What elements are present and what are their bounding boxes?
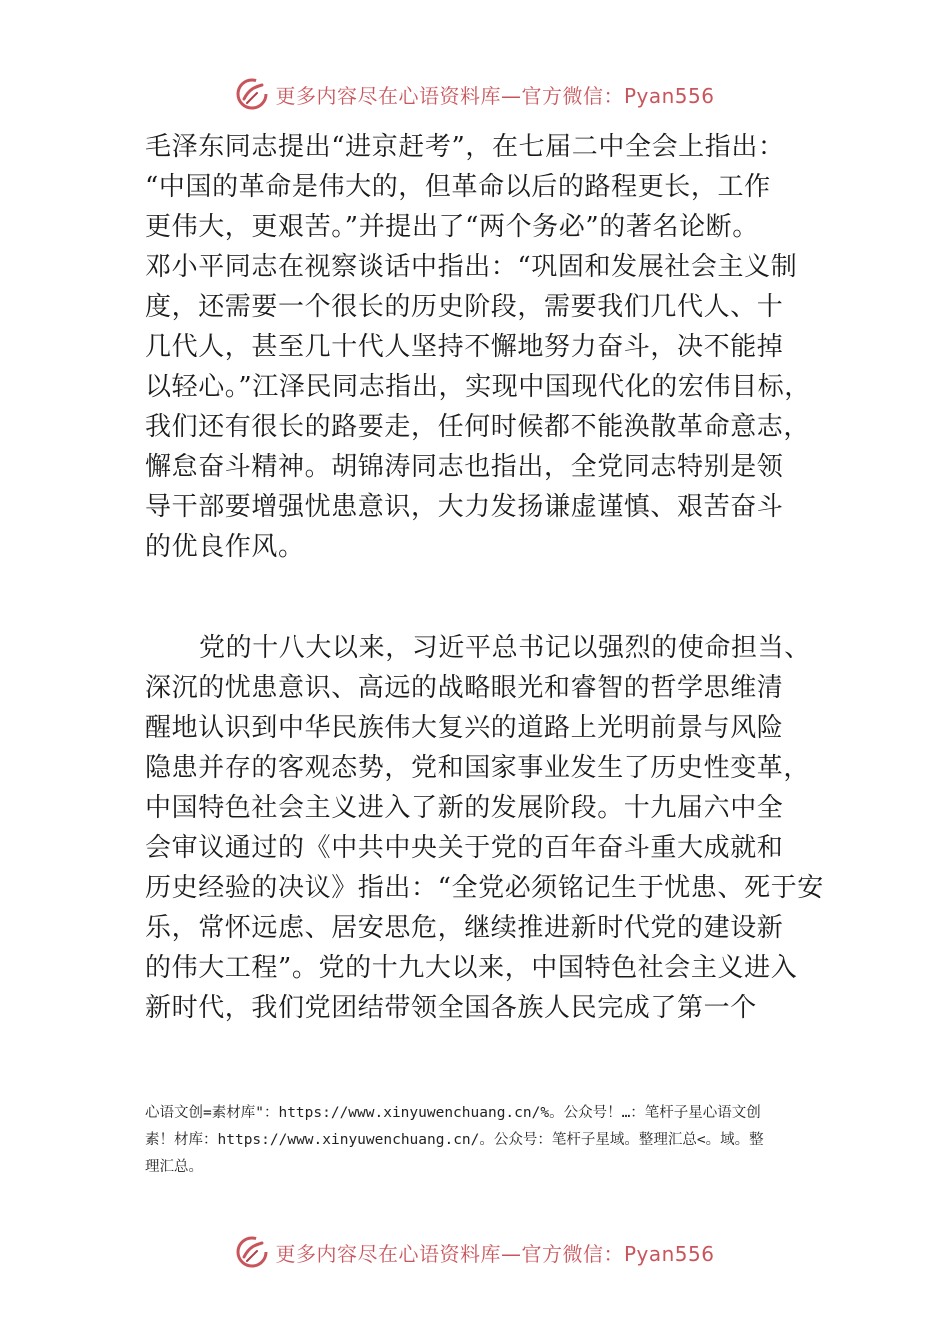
text-line: 的优良作风。 (145, 532, 305, 562)
text-line: 中国特色社会主义进入了新的发展阶段。十九届六中全 (145, 793, 784, 823)
text-line: 懈怠奋斗精神。胡锦涛同志也指出，全党同志特别是领 (145, 452, 784, 482)
text-line: 新时代，我们党团结带领全国各族人民完成了第一个 (145, 993, 757, 1023)
text-line: 我们还有很长的路要走，任何时候都不能涣散革命意志， (145, 412, 811, 442)
page-footer-banner (0, 1232, 950, 1272)
text-line: 党的十八大以来，习近平总书记以强烈的使命担当、 (199, 633, 811, 663)
text-line: 历史经验的决议》指出：“全党必须铭记生于忧患、死于安 (145, 873, 824, 903)
paragraph-spacer (145, 567, 815, 628)
document-body (145, 127, 824, 1028)
paragraph-2 (145, 628, 824, 1028)
text-line: 几代人，甚至几十代人坚持不懈地努力奋斗，决不能掉 (145, 332, 784, 362)
text-line: 以轻心。”江泽民同志指出，实现中国现代化的宏伟目标， (145, 372, 811, 402)
text-line: 导干部要增强忧患意识，大力发扬谦虚谨慎、艰苦奋斗 (145, 492, 784, 522)
paragraph-1 (145, 127, 815, 567)
circular-brush-logo-icon (235, 1235, 269, 1269)
watermark-line: 心语文创=素材库"：https://www.xinyuwenchuang.cn/%。公众号！…：笔杆子星心语文创 (145, 1105, 761, 1121)
text-line: “中国的革命是伟大的，但革命以后的路程更长，工作 (145, 172, 771, 202)
circular-brush-logo-icon (235, 77, 269, 111)
text-line: 乐，常怀远虑、居安思危，继续推进新时代党的建设新 (145, 913, 784, 943)
text-line: 醒地认识到中华民族伟大复兴的道路上光明前景与风险 (145, 713, 784, 743)
text-line: 会审议通过的《中共中央关于党的百年奋斗重大成就和 (145, 833, 784, 863)
text-line: 更伟大，更艰苦。”并提出了“两个务必”的著名论断。 (145, 212, 759, 242)
text-line: 度，还需要一个很长的历史阶段，需要我们几代人、十 (145, 292, 784, 322)
header-banner-text: 更多内容尽在心语资料库—官方微信：Pyan556 (275, 83, 715, 108)
watermark-note (145, 1100, 835, 1181)
text-line: 的伟大工程”。党的十九大以来，中国特色社会主义进入 (145, 953, 798, 983)
watermark-line: 理汇总。 (145, 1159, 203, 1175)
footer-banner-text: 更多内容尽在心语资料库—官方微信：Pyan556 (275, 1241, 715, 1266)
page-header-banner (0, 74, 950, 114)
text-line: 深沉的忧患意识、高远的战略眼光和睿智的哲学思维清 (145, 673, 784, 703)
text-line: 邓小平同志在视察谈话中指出：“巩固和发展社会主义制 (145, 252, 798, 282)
text-line: 隐患并存的客观态势，党和国家事业发生了历史性变革， (145, 753, 811, 783)
watermark-line: 素！材库：https://www.xinyuwenchuang.cn/。公众号：笔杆子星域。整理汇总<。域。整 (145, 1132, 764, 1148)
text-line: 毛泽东同志提出“进京赶考”，在七届二中全会上指出： (145, 132, 785, 162)
